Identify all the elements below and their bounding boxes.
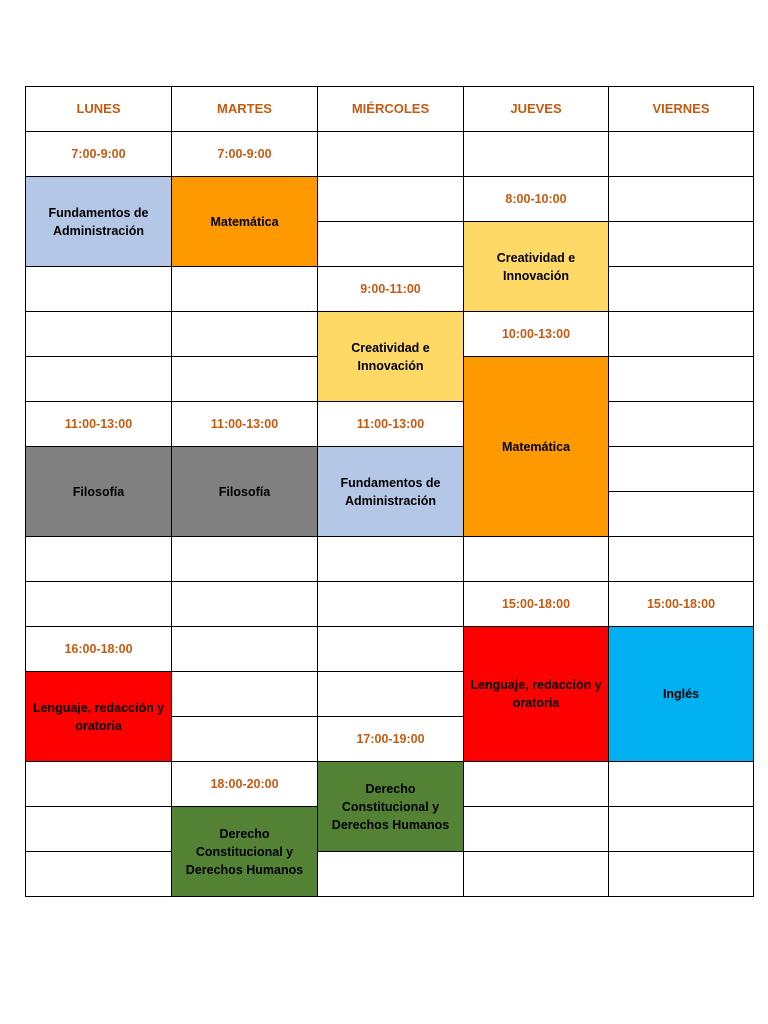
- time-slot-label: 11:00-13:00: [26, 402, 172, 447]
- empty-cell: [318, 537, 464, 582]
- class-block: Inglés: [609, 627, 754, 762]
- class-block: Fundamentos de Administración: [318, 447, 464, 537]
- empty-cell: [464, 537, 609, 582]
- empty-cell: [318, 672, 464, 717]
- empty-cell: [609, 312, 754, 357]
- schedule-row: [26, 537, 754, 582]
- empty-cell: [26, 537, 172, 582]
- empty-cell: [26, 762, 172, 807]
- schedule-row: [26, 312, 754, 357]
- empty-cell: [464, 762, 609, 807]
- schedule-row: [26, 627, 754, 672]
- schedule-row: [26, 177, 754, 222]
- class-block: Lenguaje, redacción y oratoria: [464, 627, 609, 762]
- empty-cell: [26, 582, 172, 627]
- day-header-jueves: JUEVES: [464, 87, 609, 132]
- empty-cell: [172, 582, 318, 627]
- empty-cell: [609, 177, 754, 222]
- class-block: Derecho Constitucional y Derechos Humanos: [172, 807, 318, 897]
- empty-cell: [609, 402, 754, 447]
- empty-cell: [464, 132, 609, 177]
- empty-cell: [609, 852, 754, 897]
- empty-cell: [609, 807, 754, 852]
- empty-cell: [26, 267, 172, 312]
- time-slot-label: 11:00-13:00: [318, 402, 464, 447]
- empty-cell: [172, 267, 318, 312]
- empty-cell: [318, 132, 464, 177]
- time-slot-label: 15:00-18:00: [609, 582, 754, 627]
- schedule-row: [26, 582, 754, 627]
- day-header-miercoles: MIÉRCOLES: [318, 87, 464, 132]
- empty-cell: [609, 447, 754, 492]
- empty-cell: [172, 672, 318, 717]
- empty-cell: [172, 312, 318, 357]
- time-slot-label: 11:00-13:00: [172, 402, 318, 447]
- class-block: Creatividad e Innovación: [464, 222, 609, 312]
- day-header-row: [26, 87, 754, 132]
- empty-cell: [318, 852, 464, 897]
- class-block: Derecho Constitucional y Derechos Humanos: [318, 762, 464, 852]
- empty-cell: [318, 177, 464, 222]
- time-slot-label: 8:00-10:00: [464, 177, 609, 222]
- time-slot-label: 18:00-20:00: [172, 762, 318, 807]
- empty-cell: [609, 132, 754, 177]
- time-slot-label: 9:00-11:00: [318, 267, 464, 312]
- empty-cell: [172, 537, 318, 582]
- day-header-martes: MARTES: [172, 87, 318, 132]
- schedule-body: [26, 132, 754, 897]
- empty-cell: [26, 852, 172, 897]
- empty-cell: [464, 807, 609, 852]
- class-block: Filosofía: [26, 447, 172, 537]
- time-slot-label: 16:00-18:00: [26, 627, 172, 672]
- empty-cell: [609, 537, 754, 582]
- empty-cell: [172, 357, 318, 402]
- empty-cell: [172, 717, 318, 762]
- empty-cell: [609, 357, 754, 402]
- empty-cell: [318, 582, 464, 627]
- schedule-row: [26, 447, 754, 492]
- empty-cell: [464, 852, 609, 897]
- day-header-viernes: VIERNES: [609, 87, 754, 132]
- time-slot-label: 17:00-19:00: [318, 717, 464, 762]
- empty-cell: [26, 807, 172, 852]
- time-slot-label: 15:00-18:00: [464, 582, 609, 627]
- empty-cell: [609, 762, 754, 807]
- empty-cell: [26, 357, 172, 402]
- schedule-row: [26, 267, 754, 312]
- empty-cell: [609, 492, 754, 537]
- empty-cell: [318, 222, 464, 267]
- schedule-row: [26, 762, 754, 807]
- schedule-row: [26, 132, 754, 177]
- time-slot-label: 7:00-9:00: [172, 132, 318, 177]
- time-slot-label: 7:00-9:00: [26, 132, 172, 177]
- weekly-schedule-table: [25, 86, 754, 897]
- class-block: Matemática: [172, 177, 318, 267]
- schedule-row: [26, 402, 754, 447]
- class-block: Fundamentos de Administración: [26, 177, 172, 267]
- day-header-lunes: LUNES: [26, 87, 172, 132]
- empty-cell: [172, 627, 318, 672]
- class-block: Matemática: [464, 357, 609, 537]
- empty-cell: [26, 312, 172, 357]
- time-slot-label: 10:00-13:00: [464, 312, 609, 357]
- class-block: Filosofía: [172, 447, 318, 537]
- empty-cell: [318, 627, 464, 672]
- class-block: Lenguaje, redacción y oratoria: [26, 672, 172, 762]
- empty-cell: [609, 222, 754, 267]
- class-block: Creatividad e Innovación: [318, 312, 464, 402]
- schedule-row: [26, 852, 754, 897]
- empty-cell: [609, 267, 754, 312]
